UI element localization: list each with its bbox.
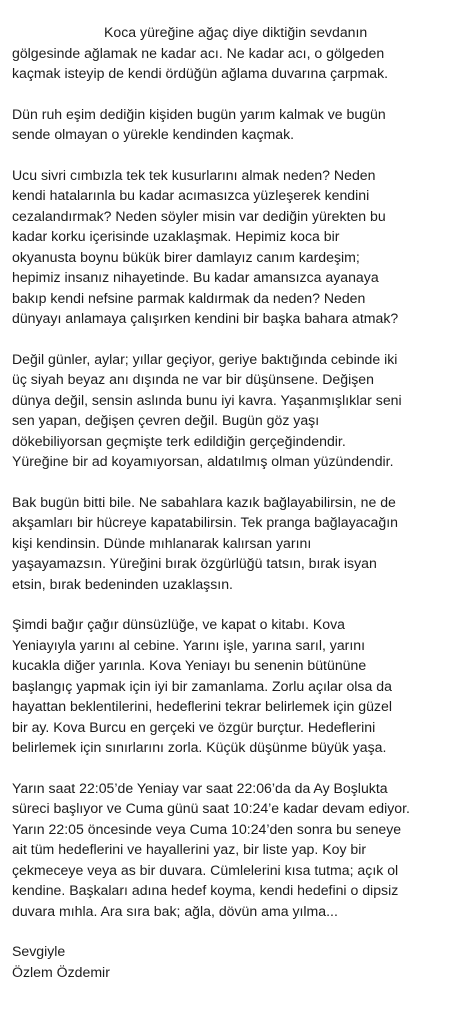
- text-line: Ucu sivri cımbızla tek tek kusurlarını almak neden? Neden: [12, 166, 376, 183]
- text-line: sen yapan, değişen çevren değil. Bugün göz yaşı: [12, 412, 320, 428]
- text-line: gölgesinde ağlamak ne kadar acı. Ne kadar acı, o gölgeden: [12, 44, 385, 61]
- text-line: üç siyah beyaz anı dışında ne var bir düşünsene. Değişen: [12, 371, 374, 387]
- text-line: Yeniayıyla yarını al cebine. Yarını işle, yarına sarıl, yarını: [12, 636, 366, 653]
- text-line: başlangıç yapmak için iyi bir zamanlama. Zorlu açılar olsa da: [12, 677, 392, 694]
- text-line: cezalandırmak? Neden söyler misin var dediğin yürekten bu: [12, 207, 386, 224]
- paragraph-1: [12, 22, 461, 84]
- text-line: yaşayamazsın. Yüreğini bırak özgürlüğü tatsın, bırak isyan: [12, 555, 377, 571]
- paragraph-6: [12, 614, 461, 758]
- text-line: süreci başlıyor ve Cuma günü saat 10:24’e kadar devam ediyor.: [12, 800, 410, 816]
- text-line: kendi hatalarınla bu kadar acımasızca yüzleşerek kendini: [12, 187, 370, 203]
- text-line: sende olmayan o yürekle kendinden kaçmak.: [12, 126, 295, 142]
- text-line: Bak bugün bitti bile. Ne sabahlara kazık bağlayabilirsin, ne de: [12, 493, 396, 510]
- text-line: bakıp kendi nefsine parmak kaldırmak da neden? Neden: [12, 289, 366, 306]
- text-line: belirlemek için sınırlarını zorla. Küçük düşünme büyük yaşa.: [12, 739, 387, 755]
- paragraph-2: [12, 104, 461, 145]
- text-line: Yüreğine bir ad koyamıyorsan, aldatılmış olman yüzündendir.: [12, 453, 394, 469]
- text-line: bir ay. Kova Burcu en gerçeki ve özgür burçtur. Hedeflerini: [12, 718, 376, 735]
- text-line: Yarın 22:05 öncesinde veya Cuma 10:24’den sonra bu seneye: [12, 820, 402, 837]
- text-line: okyanusta boynu bükük birer damlayız canım kardeşim;: [12, 248, 360, 265]
- text-line: dökebiliyorsan geçmişte terk edildiğin gerçeğindendir.: [12, 432, 346, 449]
- text-line: Yarın saat 22:05’de Yeniay var saat 22:06’da da Ay Boşlukta: [12, 779, 388, 796]
- text-line: duvara mıhla. Ara sıra bak; ağla, dövün ama yılma...: [12, 902, 338, 919]
- text-line: Dün ruh eşim dediğin kişiden bugün yarım kalmak ve bugün: [12, 105, 386, 122]
- paragraph-4: [12, 349, 461, 472]
- text-line: akşamları bir hücreye kapatabilirsin. Tek pranga bağlayacağın: [12, 514, 398, 530]
- signature-author: Özlem Özdemir: [12, 963, 110, 980]
- paragraph-3: [12, 165, 461, 329]
- text-line: kaçmak isteyip de kendi ördüğün ağlama duvarına çarpmak.: [12, 65, 389, 81]
- text-line: hepimiz insanız nihayetinde. Bu kadar amansızca ayanaya: [12, 269, 379, 285]
- paragraph-5: [12, 492, 461, 595]
- text-line: ait tüm hedeflerini ve hayallerini yaz, bir liste yap. Koy bir: [12, 841, 367, 857]
- text-line: Koca yüreğine ağaç diye diktiğin sevdanın: [104, 24, 368, 40]
- text-line: dünyayı anlamaya çalışırken kendini bir başka bahara atmak?: [12, 310, 399, 326]
- text-line: Şimdi bağır çağır dünsüzlüğe, ve kapat o kitabı. Kova: [12, 616, 345, 632]
- text-line: etsin, bırak bedeninden uzaklaşsın.: [12, 575, 233, 592]
- text-line: Değil günler, aylar; yıllar geçiyor, geriye baktığında cebinde iki: [12, 350, 398, 367]
- signature-block: [12, 941, 461, 982]
- text-line: kendine. Başkaları adına hedef koyma, kendi hedefini o dipsiz: [12, 882, 399, 898]
- text-line: kişi kendinsin. Dünde mıhlanarak kalırsan yarını: [12, 534, 312, 551]
- text-line: kadar korku içerisinde uzaklaşmak. Hepimiz koca bir: [12, 228, 340, 244]
- text-line: çekmeceye veya as bir duvara. Cümlelerini kısa tutma; açık ol: [12, 861, 399, 878]
- signature-closing: Sevgiyle: [12, 943, 66, 959]
- paragraph-7: [12, 778, 461, 922]
- text-line: kucakla diğer yarınla. Kova Yeniayı bu senenin bütününe: [12, 657, 367, 673]
- text-line: dünya değil, sensin aslında bunu iyi kavra. Yaşanmışlıklar seni: [12, 391, 402, 408]
- text-line: hayattan beklentilerini, hedeflerini tekrar belirlemek için güzel: [12, 698, 392, 714]
